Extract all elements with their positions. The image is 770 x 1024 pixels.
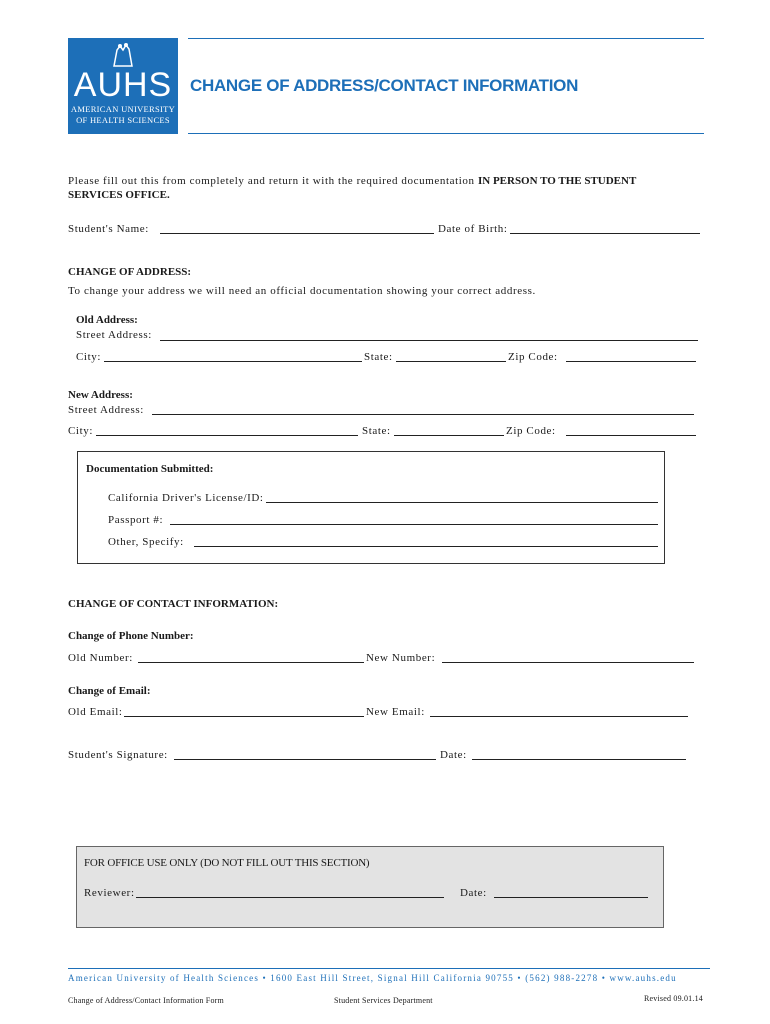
reviewer-label: Reviewer: xyxy=(84,887,135,899)
phone-heading: Change of Phone Number: xyxy=(68,630,194,642)
footer-address: American University of Health Sciences • 1600 East Hill Street, Signal Hill California 90755 • (562) 988-2278 • www.auhs.edu xyxy=(68,973,677,983)
old-email-label: Old Email: xyxy=(68,706,123,718)
change-contact-heading: CHANGE OF CONTACT INFORMATION: xyxy=(68,598,279,610)
email-heading: Change of Email: xyxy=(68,685,151,697)
old-city-field[interactable] xyxy=(104,361,362,362)
old-state-label: State: xyxy=(364,351,393,363)
reviewer-field[interactable] xyxy=(136,897,444,898)
student-name-label: Student's Name: xyxy=(68,223,149,235)
change-address-instructions: To change your address we will need an official documentation showing your correct address. xyxy=(68,285,536,297)
intro-bold-2: SERVICES OFFICE. xyxy=(68,189,170,201)
footer-form-name: Change of Address/Contact Information Form xyxy=(68,996,224,1005)
new-street-field[interactable] xyxy=(152,414,694,415)
footer-department: Student Services Department xyxy=(334,996,433,1005)
old-street-field[interactable] xyxy=(160,340,698,341)
signature-date-label: Date: xyxy=(440,749,467,761)
old-street-label: Street Address: xyxy=(76,329,152,341)
header-top-rule xyxy=(188,38,704,39)
footer-rule xyxy=(68,968,710,969)
new-number-label: New Number: xyxy=(366,652,436,664)
office-date-label: Date: xyxy=(460,887,487,899)
new-email-field[interactable] xyxy=(430,716,688,717)
new-zip-field[interactable] xyxy=(566,435,696,436)
old-email-field[interactable] xyxy=(124,716,364,717)
old-number-label: Old Number: xyxy=(68,652,133,664)
office-date-field[interactable] xyxy=(494,897,648,898)
license-label: California Driver's License/ID: xyxy=(108,492,264,504)
new-city-label: City: xyxy=(68,425,94,437)
logo-brand: AUHS xyxy=(73,66,173,104)
office-heading: FOR OFFICE USE ONLY (DO NOT FILL OUT THIS SECTION) xyxy=(84,857,370,869)
new-email-label: New Email: xyxy=(366,706,425,718)
old-address-heading: Old Address: xyxy=(76,314,138,326)
signature-field[interactable] xyxy=(174,759,436,760)
auhs-logo xyxy=(68,38,178,134)
logo-line1: AMERICAN UNIVERSITY xyxy=(70,104,176,114)
change-address-heading: CHANGE OF ADDRESS: xyxy=(68,266,192,278)
passport-label: Passport #: xyxy=(108,514,164,526)
signature-label: Student's Signature: xyxy=(68,749,168,761)
license-field[interactable] xyxy=(266,502,658,503)
new-zip-label: Zip Code: xyxy=(506,425,556,437)
page-title: CHANGE OF ADDRESS/CONTACT INFORMATION xyxy=(190,76,579,95)
footer-revised: Revised 09.01.14 xyxy=(644,994,703,1003)
intro-plain: Please fill out this from completely and return it with the required documentation xyxy=(68,175,475,187)
signature-date-field[interactable] xyxy=(472,759,686,760)
intro-text xyxy=(68,175,636,187)
old-zip-label: Zip Code: xyxy=(508,351,558,363)
passport-field[interactable] xyxy=(170,524,658,525)
dob-label: Date of Birth: xyxy=(438,223,508,235)
old-number-field[interactable] xyxy=(138,662,364,663)
new-state-field[interactable] xyxy=(394,435,504,436)
new-address-heading: New Address: xyxy=(68,389,133,401)
logo-figure-icon xyxy=(110,42,136,68)
new-number-field[interactable] xyxy=(442,662,694,663)
old-city-label: City: xyxy=(76,351,102,363)
logo-line2: OF HEALTH SCIENCES xyxy=(76,115,170,125)
dob-field[interactable] xyxy=(510,233,700,234)
student-name-field[interactable] xyxy=(160,233,434,234)
documentation-heading: Documentation Submitted: xyxy=(86,463,214,475)
new-state-label: State: xyxy=(362,425,391,437)
old-zip-field[interactable] xyxy=(566,361,696,362)
other-label: Other, Specify: xyxy=(108,536,184,548)
intro-bold: IN PERSON TO THE STUDENT xyxy=(477,175,637,187)
new-city-field[interactable] xyxy=(96,435,358,436)
new-street-label: Street Address: xyxy=(68,404,144,416)
old-state-field[interactable] xyxy=(396,361,506,362)
other-field[interactable] xyxy=(194,546,658,547)
header-bottom-rule xyxy=(188,133,704,134)
